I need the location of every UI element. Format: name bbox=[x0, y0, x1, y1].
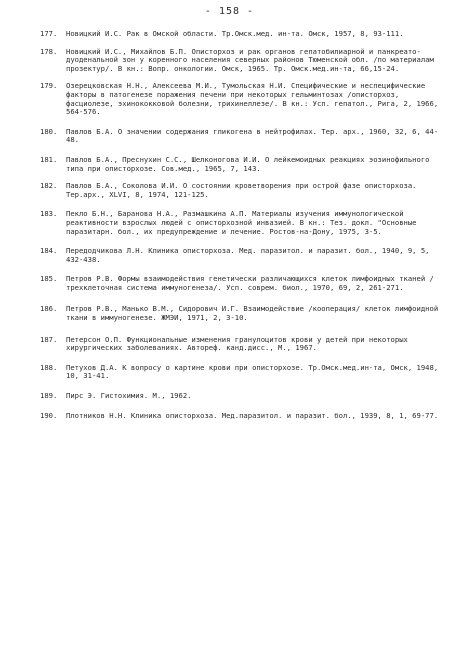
bibliography-entry bbox=[40, 305, 444, 322]
bibliography-entry bbox=[40, 156, 444, 173]
entry-text: Павлов Б.А., Преснухин С.С., Шелконогова И.И. О лейкемоидных реакциях эозинофильного типа при описторхозе. Сов.мед., 1965, 7, 143. bbox=[66, 154, 430, 173]
entry-number: 183. bbox=[40, 209, 58, 219]
bibliography-entry bbox=[40, 412, 444, 421]
entry-text: Петухов Д.А. К вопросу о картине крови при описторхозе. Тр.Омск.мед.ин-та, Омск, 1948, 10, 31-41. bbox=[66, 362, 439, 381]
entry-text: Передодчикова Л.Н. Клиника описторхоза. Мед. паразитол. и паразит. бол., 1940, 9, 5, 432-438. bbox=[66, 246, 430, 264]
bibliography-entry bbox=[40, 364, 444, 381]
entry-text: Петров Р.В., Манько В.М., Сидорович И.Г. Взаимодействие /кооперация/ клеток лимфоидной ткани в иммуногенезе. ЖМЭИ, 1971, 2, 3-10. bbox=[66, 304, 439, 323]
entry-text: Плотников Н.Н. Клиника описторхоза. Мед.паразитол. и паразит. бол., 1939, 8, 1, 69-77. bbox=[66, 410, 439, 420]
entry-number: 179. bbox=[40, 81, 58, 91]
entry-number: 190. bbox=[40, 410, 58, 420]
entry-text: Петерсон О.П. Функциональные изменения гранулоцитов крови у детей при некоторых хирургических заболеваниях. Автореф. канд.дисс., М., 1967. bbox=[66, 334, 408, 353]
page-number: - 158 - bbox=[204, 6, 255, 17]
entry-text: Новицкий И.С., Михайлов Б.П. Описторхоз и рак органов гепатобилиарной и панкреато-дуоденальной зон у коренного населения северных районов Тюменской обл. /по материалам прозектур/. В кн.: Вопр. онкологии. Омск, 1965. Тр. Омск.мед.ин-та, 66,15-24. bbox=[66, 46, 434, 73]
entry-number: 177. bbox=[40, 29, 58, 38]
entry-text: Павлов Б.А. О значении содержания гликогена в нейтрофилах. Тер. арх., 1960, 32, 6, 44-48. bbox=[66, 126, 439, 145]
entry-number: 188. bbox=[40, 362, 58, 372]
entry-number: 180. bbox=[40, 126, 58, 136]
bibliography-entry bbox=[40, 392, 444, 401]
bibliography-list bbox=[40, 30, 444, 420]
entry-number: 181. bbox=[40, 154, 58, 164]
entry-number: 178. bbox=[40, 46, 58, 56]
bibliography-entry bbox=[40, 247, 444, 264]
entry-text: Пирс Э. Гистохимия. М., 1962. bbox=[66, 391, 192, 401]
bibliography-entry bbox=[40, 336, 444, 353]
entry-number: 189. bbox=[40, 391, 58, 401]
bibliography-entry bbox=[40, 48, 444, 74]
bibliography-entry bbox=[40, 30, 444, 39]
entry-text: Озерецковская Н.Н., Алексеева М.И., Тумольская Н.И. Специфические и неспецифические факторы в патогенезе поражения печени при некоторых гельминтозах /описторхоз, фасциолезе, эхинококковой болезни, трихинеллезе/. В кн.: Усп. гепатол., Рига, 2, 1966, 564-576. bbox=[66, 81, 439, 117]
bibliography-entry bbox=[40, 210, 444, 236]
entry-text: Петров Р.В. Формы взаимодействия генетически различающихся клеток лимфоидных тканей /трехклеточная система иммуногенеза/. Усп. соврем. биол., 1970, 69, 2, 261-271. bbox=[66, 274, 434, 292]
entry-number: 186. bbox=[40, 304, 58, 314]
bibliography-entry bbox=[40, 275, 444, 292]
bibliography-entry bbox=[40, 182, 444, 199]
entry-number: 182. bbox=[40, 181, 58, 191]
entry-number: 187. bbox=[40, 334, 58, 344]
bibliography-entry bbox=[40, 82, 444, 116]
entry-number: 184. bbox=[40, 246, 58, 256]
entry-text: Новицкий И.С. Рак в Омской области. Тр.Омск.мед. ин-та. Омск, 1957, 8, 93-111. bbox=[66, 29, 404, 38]
bibliography-entry bbox=[40, 128, 444, 145]
entry-text: Пекло Б.Н., Баранова Н.А., Размашкина А.П. Материалы изучения иммунологической реактивности взрослых людей с описторхозной инвазией. В кн.: Тез. докл. "Основные паразитарн. бол., их предупреждение и лечение. Ростов-на-Дону, 1975, 3-5. bbox=[66, 209, 417, 236]
entry-number: 185. bbox=[40, 274, 58, 284]
entry-text: Павлов Б.А., Соколова И.И. О состоянии кроветворения при острой фазе описторхоза. Тер.арх., ХLVI, 8, 1974, 121-125. bbox=[66, 181, 417, 199]
